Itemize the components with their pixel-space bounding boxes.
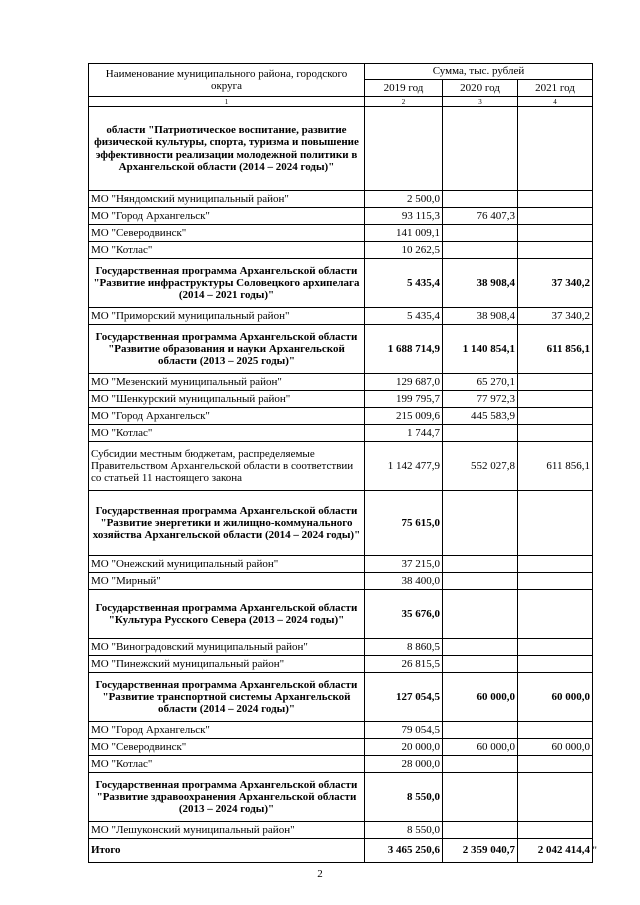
municipality-row [89,391,593,408]
amount-2019: 8 860,5 [365,639,443,656]
amount-2021 [518,773,593,822]
amount-2021 [518,107,593,191]
row-name: МО "Приморский муниципальный район" [89,308,365,325]
amount-2020 [443,225,518,242]
amount-2019: 38 400,0 [365,573,443,590]
total-row [89,839,593,863]
page-number: 2 [317,868,323,880]
amount-2021 [518,756,593,773]
column-number: 2 [365,97,443,107]
row-name: МО "Котлас" [89,242,365,259]
municipality-row [89,556,593,573]
row-name: МО "Онежский муниципальный район" [89,556,365,573]
amount-2020 [443,425,518,442]
amount-2020: 38 908,4 [443,259,518,308]
row-name: Государственная программа Архангельской области "Развитие здравоохранения Архангельской области (2013 – 2024 годы)" [89,773,365,822]
amount-2020: 65 270,1 [443,374,518,391]
amount-2020 [443,191,518,208]
amount-2020 [443,656,518,673]
row-name: МО "Няндомский муниципальный район" [89,191,365,208]
column-number: 4 [518,97,593,107]
row-name: Государственная программа Архангельской области "Развитие транспортной системы Архангельской области (2014 – 2024 годы)" [89,673,365,722]
amount-2019: 75 615,0 [365,491,443,556]
municipality-row [89,191,593,208]
amount-2019: 35 676,0 [365,590,443,639]
row-name: МО "Шенкурский муниципальный район" [89,391,365,408]
amount-2020 [443,590,518,639]
amount-2021 [518,208,593,225]
amount-2020: 1 140 854,1 [443,325,518,374]
column-numbers-row [89,97,593,107]
municipality-row [89,242,593,259]
total-2021: 2 042 414,4 [537,844,591,857]
amount-2019: 20 000,0 [365,739,443,756]
amount-2019 [365,107,443,191]
amount-2019: 127 054,5 [365,673,443,722]
total-2020: 2 359 040,7 [443,839,518,863]
amount-2019: 8 550,0 [365,822,443,839]
municipality-row [89,822,593,839]
total-2019: 3 465 250,6 [365,839,443,863]
row-name: МО "Мирный" [89,573,365,590]
amount-2021 [518,425,593,442]
amount-2021 [518,491,593,556]
amount-2019: 199 795,7 [365,391,443,408]
amount-2021: 37 340,2 [518,308,593,325]
municipality-row [89,739,593,756]
amount-2020: 445 583,9 [443,408,518,425]
amount-2021: 611 856,1 [518,442,593,491]
amount-2021 [518,408,593,425]
amount-2020: 76 407,3 [443,208,518,225]
header-year-2019: 2019 год [365,80,443,97]
municipality-row [89,722,593,739]
program-row [89,491,593,556]
amount-2020 [443,822,518,839]
amount-2021 [518,391,593,408]
budget-table [88,63,598,863]
amount-2020 [443,491,518,556]
municipality-row [89,656,593,673]
amount-2019: 79 054,5 [365,722,443,739]
municipality-row [89,756,593,773]
municipality-row [89,639,593,656]
row-name: Государственная программа Архангельской области "Развитие энергетики и жилищно-коммунального хозяйства Архангельской области (2014 – 2024 годы)" [89,491,365,556]
amount-2019: 26 815,5 [365,656,443,673]
municipality-row [89,573,593,590]
municipality-row [89,425,593,442]
amount-2021 [518,225,593,242]
municipality-row [89,225,593,242]
amount-2021 [518,822,593,839]
row-name: Субсидии местным бюджетам, распределяемые Правительством Архангельской области в соответствии со статьей 11 настоящего закона [89,442,365,491]
amount-2019: 2 500,0 [365,191,443,208]
amount-2020 [443,107,518,191]
municipality-row [89,374,593,391]
amount-2019: 129 687,0 [365,374,443,391]
amount-2021: 60 000,0 [518,673,593,722]
amount-2021 [518,573,593,590]
amount-2019: 215 009,6 [365,408,443,425]
row-name: МО "Северодвинск" [89,225,365,242]
amount-2021 [518,590,593,639]
amount-2021 [518,374,593,391]
program-row [89,773,593,822]
municipality-row [89,408,593,425]
total-2021-cell [518,839,598,863]
amount-2019: 28 000,0 [365,756,443,773]
amount-2019: 1 688 714,9 [365,325,443,374]
amount-2019: 10 262,5 [365,242,443,259]
amount-2021: 37 340,2 [518,259,593,308]
amount-2020 [443,242,518,259]
amount-2020 [443,639,518,656]
row-name: МО "Котлас" [89,425,365,442]
amount-2020 [443,573,518,590]
amount-2019: 93 115,3 [365,208,443,225]
amount-2021 [518,656,593,673]
amount-2019: 8 550,0 [365,773,443,822]
amount-2021 [518,556,593,573]
row-name: Государственная программа Архангельской области "Развитие образования и науки Архангельской области (2013 – 2025 годы)" [89,325,365,374]
row-name: МО "Виноградовский муниципальный район" [89,639,365,656]
row-name: МО "Северодвинск" [89,739,365,756]
row-name: МО "Город Архангельск" [89,408,365,425]
total-label: Итого [89,839,365,863]
amount-2020: 60 000,0 [443,739,518,756]
amount-2021 [518,639,593,656]
column-number: 1 [89,97,365,107]
program-row [89,259,593,308]
row-name: МО "Город Архангельск" [89,722,365,739]
row-name: Государственная программа Архангельской области "Развитие инфраструктуры Соловецкого архипелага (2014 – 2021 годы)" [89,259,365,308]
amount-2020 [443,773,518,822]
municipality-row [89,308,593,325]
amount-2021: 611 856,1 [518,325,593,374]
amount-2019: 1 744,7 [365,425,443,442]
amount-2019: 1 142 477,9 [365,442,443,491]
amount-2019: 5 435,4 [365,308,443,325]
row-name: МО "Пинежский муниципальный район" [89,656,365,673]
row-name: МО "Мезенский муниципальный район" [89,374,365,391]
amount-2020: 60 000,0 [443,673,518,722]
amount-2021 [518,722,593,739]
closing-quote: " [592,843,598,856]
program-row [89,325,593,374]
amount-2021 [518,242,593,259]
header-year-2020: 2020 год [443,80,518,97]
amount-2020: 77 972,3 [443,391,518,408]
program-row [89,107,593,191]
amount-2021 [518,191,593,208]
header-year-2021: 2021 год [518,80,593,97]
header-sum-column: Сумма, тыс. рублей [365,64,593,80]
amount-2019: 141 009,1 [365,225,443,242]
row-name: области "Патриотическое воспитание, развитие физической культуры, спорта, туризма и повышение эффективности реализации молодежной политики в Архангельской области (2014 – 2024 годы)" [89,107,365,191]
row-name: Государственная программа Архангельской области "Культура Русского Севера (2013 – 2024 годы)" [89,590,365,639]
municipality-row [89,208,593,225]
amount-2020 [443,756,518,773]
program-row [89,673,593,722]
amount-2020: 38 908,4 [443,308,518,325]
municipality-row [89,442,593,491]
amount-2021: 60 000,0 [518,739,593,756]
header-name-column: Наименование муниципального района, городского округа [89,64,365,97]
amount-2020 [443,556,518,573]
row-name: МО "Город Архангельск" [89,208,365,225]
amount-2019: 37 215,0 [365,556,443,573]
row-name: МО "Лешуконский муниципальный район" [89,822,365,839]
amount-2020 [443,722,518,739]
amount-2019: 5 435,4 [365,259,443,308]
column-number: 3 [443,97,518,107]
amount-2020: 552 027,8 [443,442,518,491]
row-name: МО "Котлас" [89,756,365,773]
program-row [89,590,593,639]
